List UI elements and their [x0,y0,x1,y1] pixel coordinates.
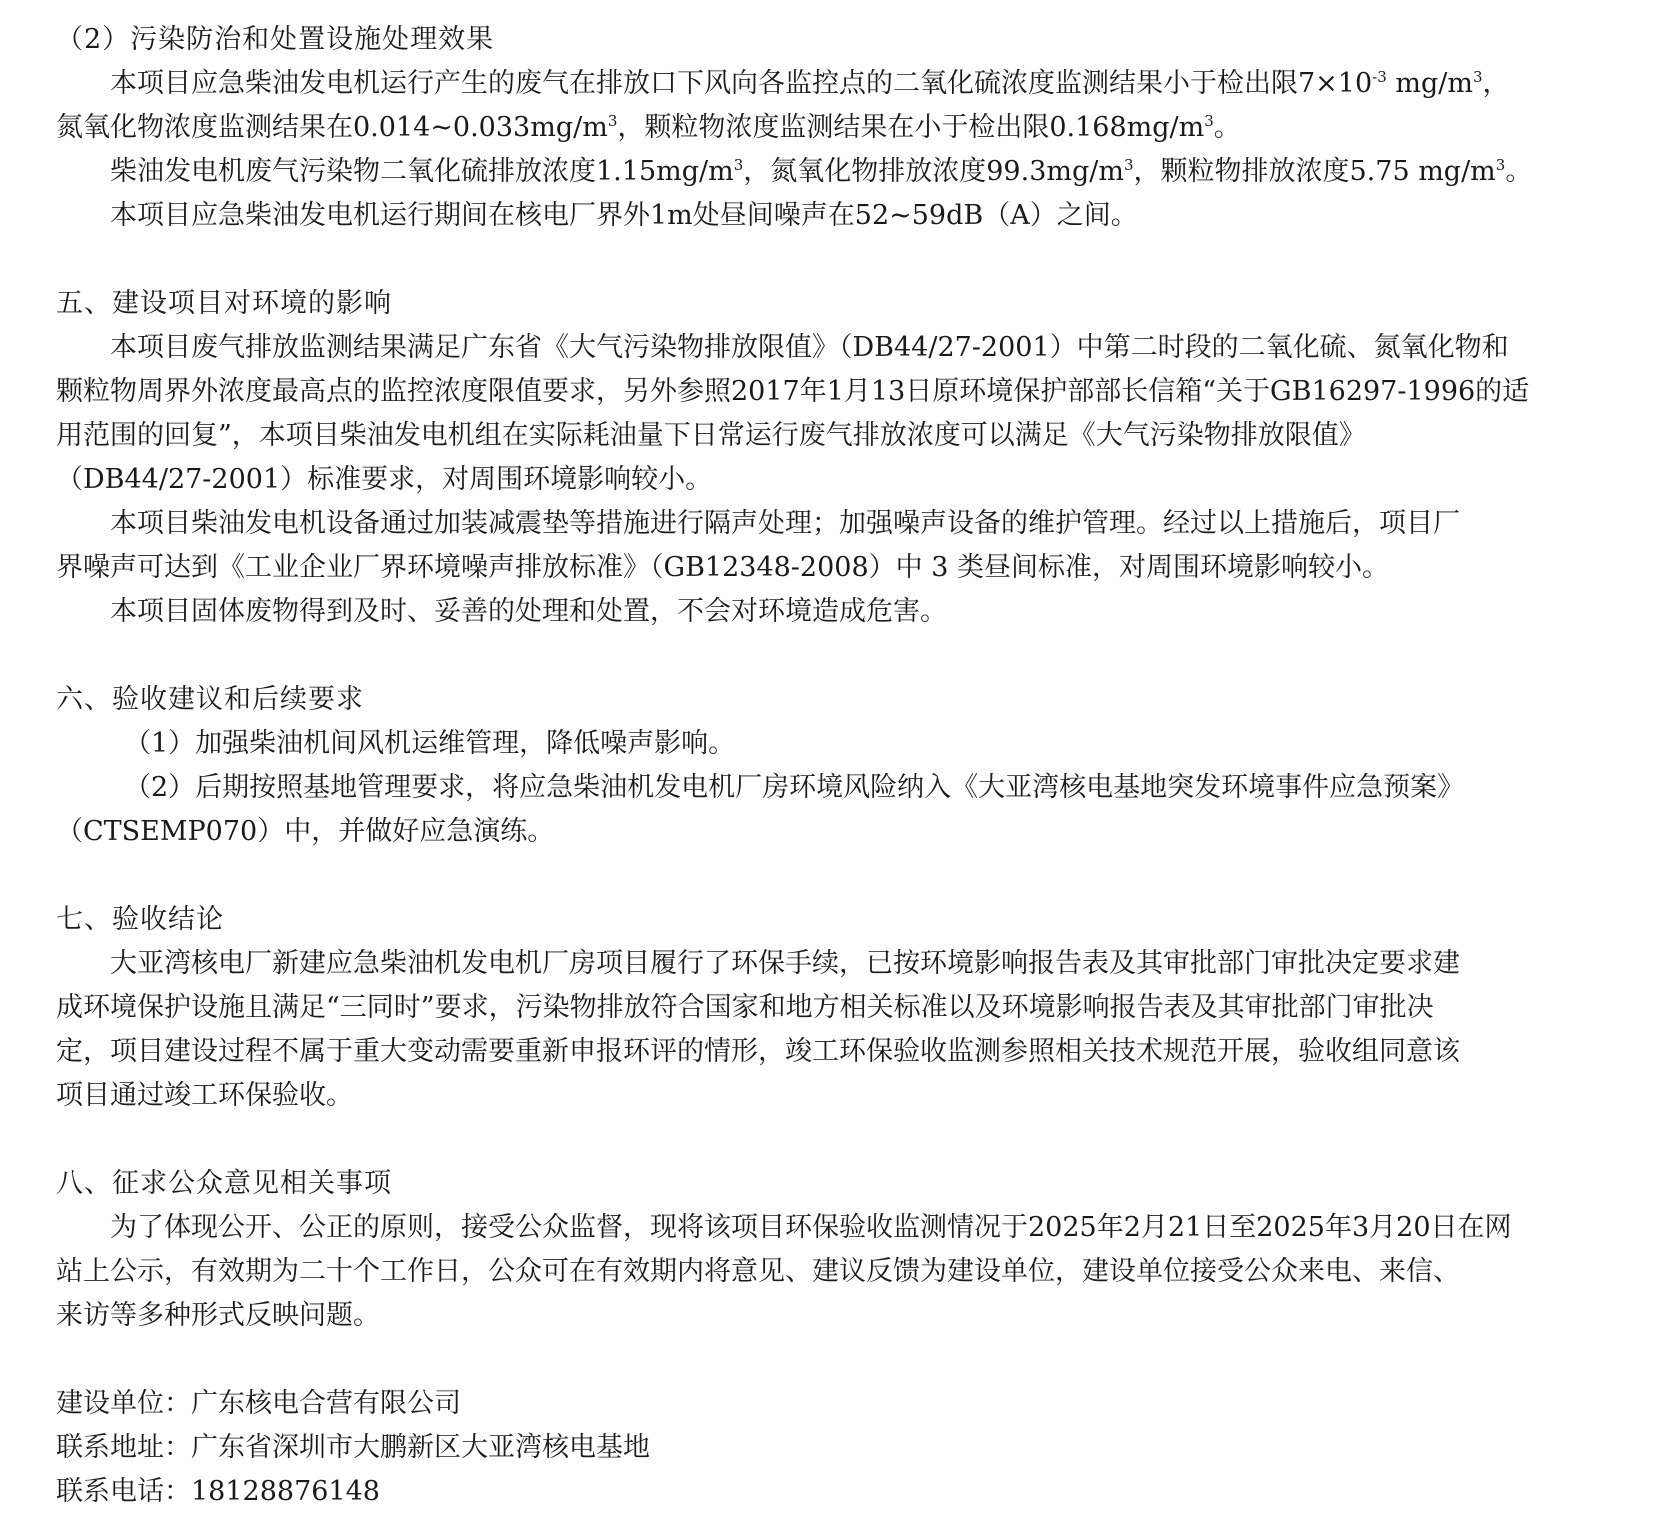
paragraph-line: 站上公示，有效期为二十个工作日，公众可在有效期内将意见、建议反馈为建设单位，建设单位接受公众来电、来信、 [56,1256,1460,1287]
paragraph-line: 界噪声可达到《工业企业厂界环境噪声排放标准》（GB12348-2008）中 3 类昼间标准，对周围环境影响较小。 [56,552,1389,583]
contact-unit: 建设单位：广东核电合营有限公司 [56,1388,461,1419]
list-item: （1）加强柴油机间风机运维管理，降低噪声影响。 [124,728,736,759]
subsection-title: （2）污染防治和处置设施处理效果 [56,24,495,55]
section-title: 七、验收结论 [56,904,224,935]
section-gap [56,854,1604,898]
paragraph-line: 本项目应急柴油发电机运行期间在核电厂界外1m处昼间噪声在52~59dB（A）之间。 [110,200,1138,231]
paragraph-line: 成环境保护设施且满足“三同时”要求，污染物排放符合国家和地方相关标准以及环境影响报告表及其审批部门审批决 [56,992,1434,1023]
document-page [56,18,1604,1514]
paragraph-line: 为了体现公开、公正的原则，接受公众监督，现将该项目环保验收监测情况于2025年2月21日至2025年3月20日在网 [110,1212,1512,1243]
contact-address: 联系地址：广东省深圳市大鹏新区大亚湾核电基地 [56,1432,650,1463]
paragraph-line: 本项目固体废物得到及时、妥善的处理和处置，不会对环境造成危害。 [110,596,947,627]
section-title: 五、建设项目对环境的影响 [56,288,392,319]
section-gap [56,634,1604,678]
section-gap [56,1338,1604,1382]
section-title: 六、验收建议和后续要求 [56,684,364,715]
list-item: （2）后期按照基地管理要求，将应急柴油机发电机厂房环境风险纳入《大亚湾核电基地突发环境事件应急预案》 [124,772,1465,803]
paragraph-line: 本项目应急柴油发电机运行产生的废气在排放口下风向各监控点的二氧化硫浓度监测结果小于检出限$7\times 10^{-3}$ $mg/m^3$， [110,68,1510,99]
paragraph-line: 用范围的回复”，本项目柴油发电机组在实际耗油量下日常运行废气排放浓度可以满足《大气污染物排放限值》 [56,420,1366,451]
paragraph-line: 氮氧化物浓度监测结果在$0.014\sim 0.033mg/m^3$，颗粒物浓度监测结果在小于检出限$0.168mg/m^3$。 [56,112,1241,143]
section-gap [56,1118,1604,1162]
paragraph-line: 本项目柴油发电机设备通过加装减震垫等措施进行隔声处理；加强噪声设备的维护管理。经过以上措施后，项目厂 [110,508,1460,539]
section-gap [56,238,1604,282]
contact-phone: 联系电话：18128876148 [56,1476,380,1507]
paragraph-line: 本项目废气排放监测结果满足广东省《大气污染物排放限值》（DB44/27-2001）中第二时段的二氧化硫、氮氧化物和 [110,332,1509,363]
paragraph-line: 大亚湾核电厂新建应急柴油机发电机厂房项目履行了环保手续，已按环境影响报告表及其审批部门审批决定要求建 [110,948,1460,979]
paragraph-line: （DB44/27-2001）标准要求，对周围环境影响较小。 [56,464,713,495]
paragraph-line: 柴油发电机废气污染物二氧化硫排放浓度$1.15mg/m^3$，氮氧化物排放浓度$99.3mg/m^3$，颗粒物排放浓度5.75 $mg/m^3$。 [110,156,1533,187]
paragraph-line: 定，项目建设过程不属于重大变动需要重新申报环评的情形，竣工环保验收监测参照相关技术规范开展，验收组同意该 [56,1036,1460,1067]
paragraph-line: 项目通过竣工环保验收。 [56,1080,353,1111]
section-title: 八、征求公众意见相关事项 [56,1168,392,1199]
list-item-continuation: （CTSEMP070）中，并做好应急演练。 [56,816,555,847]
paragraph-line: 来访等多种形式反映问题。 [56,1300,380,1331]
paragraph-line: 颗粒物周界外浓度最高点的监控浓度限值要求，另外参照2017年1月13日原环境保护部部长信箱“关于GB16297-1996的适 [56,376,1530,407]
